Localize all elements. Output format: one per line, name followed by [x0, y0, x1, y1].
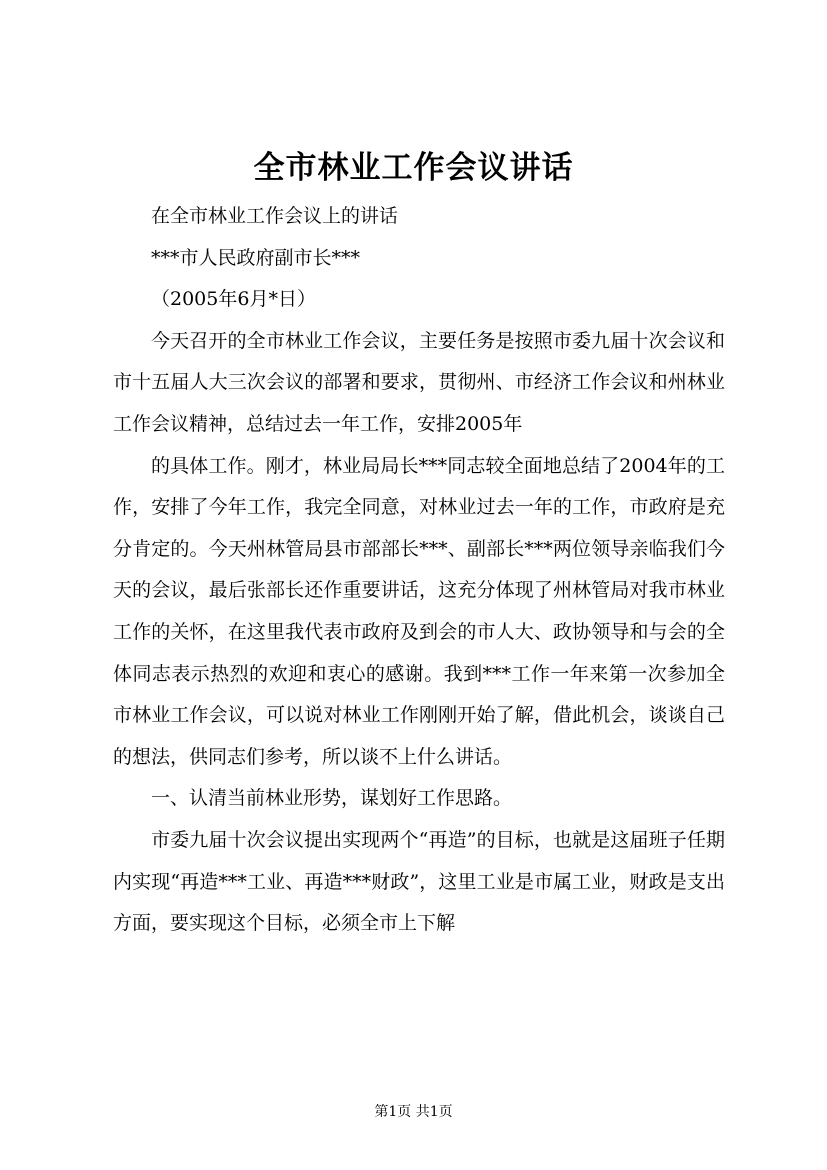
section-heading: 一、认清当前林业形势，谋划好工作思路。 [151, 787, 513, 810]
speaker-line: ***市人民政府副市长*** [151, 246, 361, 269]
body-paragraph: 今天召开的全市林业工作会议，主要任务是按照市委九届十次会议和市十五届人大三次会议的部署和要求，贯彻州、市经济工作会议和州林业工作会议精神，总结过去一年工作，安排2005年 [113, 329, 725, 435]
body-paragraph: 市委九届十次会议提出实现两个“再造”的目标，也就是这届班子任期内实现“再造***工业、再造***财政”，这里工业是市属工业，财政是支出方面，要实现这个目标，必须全市上下解 [113, 828, 725, 935]
document-body [113, 196, 725, 945]
speech-heading: 在全市林业工作会议上的讲话 [151, 205, 399, 227]
page-title: 全市林业工作会议讲话 [253, 150, 574, 186]
body-paragraph: 的具体工作。刚才，林业局局长***同志较全面地总结了2004年的工作，安排了今年工作，我完全同意，对林业过去一年的工作，市政府是充分肯定的。今天州林管局县市部部长***、副部长***两位领导亲临我们今天的会议，最后张部长还作重要讲话，这充分体现了州林管局对我市林业工作的关怀，在这里我代表市政府及到会的市人大、政协领导和与会的全体同志表示热烈的欢迎和衷心的感谢。我到***工作一年来第一次参加全市林业工作会议，可以说对林业工作刚刚开始了解，借此机会，谈谈自己的想法，供同志们参考，所以谈不上什么讲话。 [113, 454, 725, 768]
date-line: （2005年6月*日） [151, 288, 316, 311]
page-number: 第1页 共1页 [374, 1104, 453, 1120]
